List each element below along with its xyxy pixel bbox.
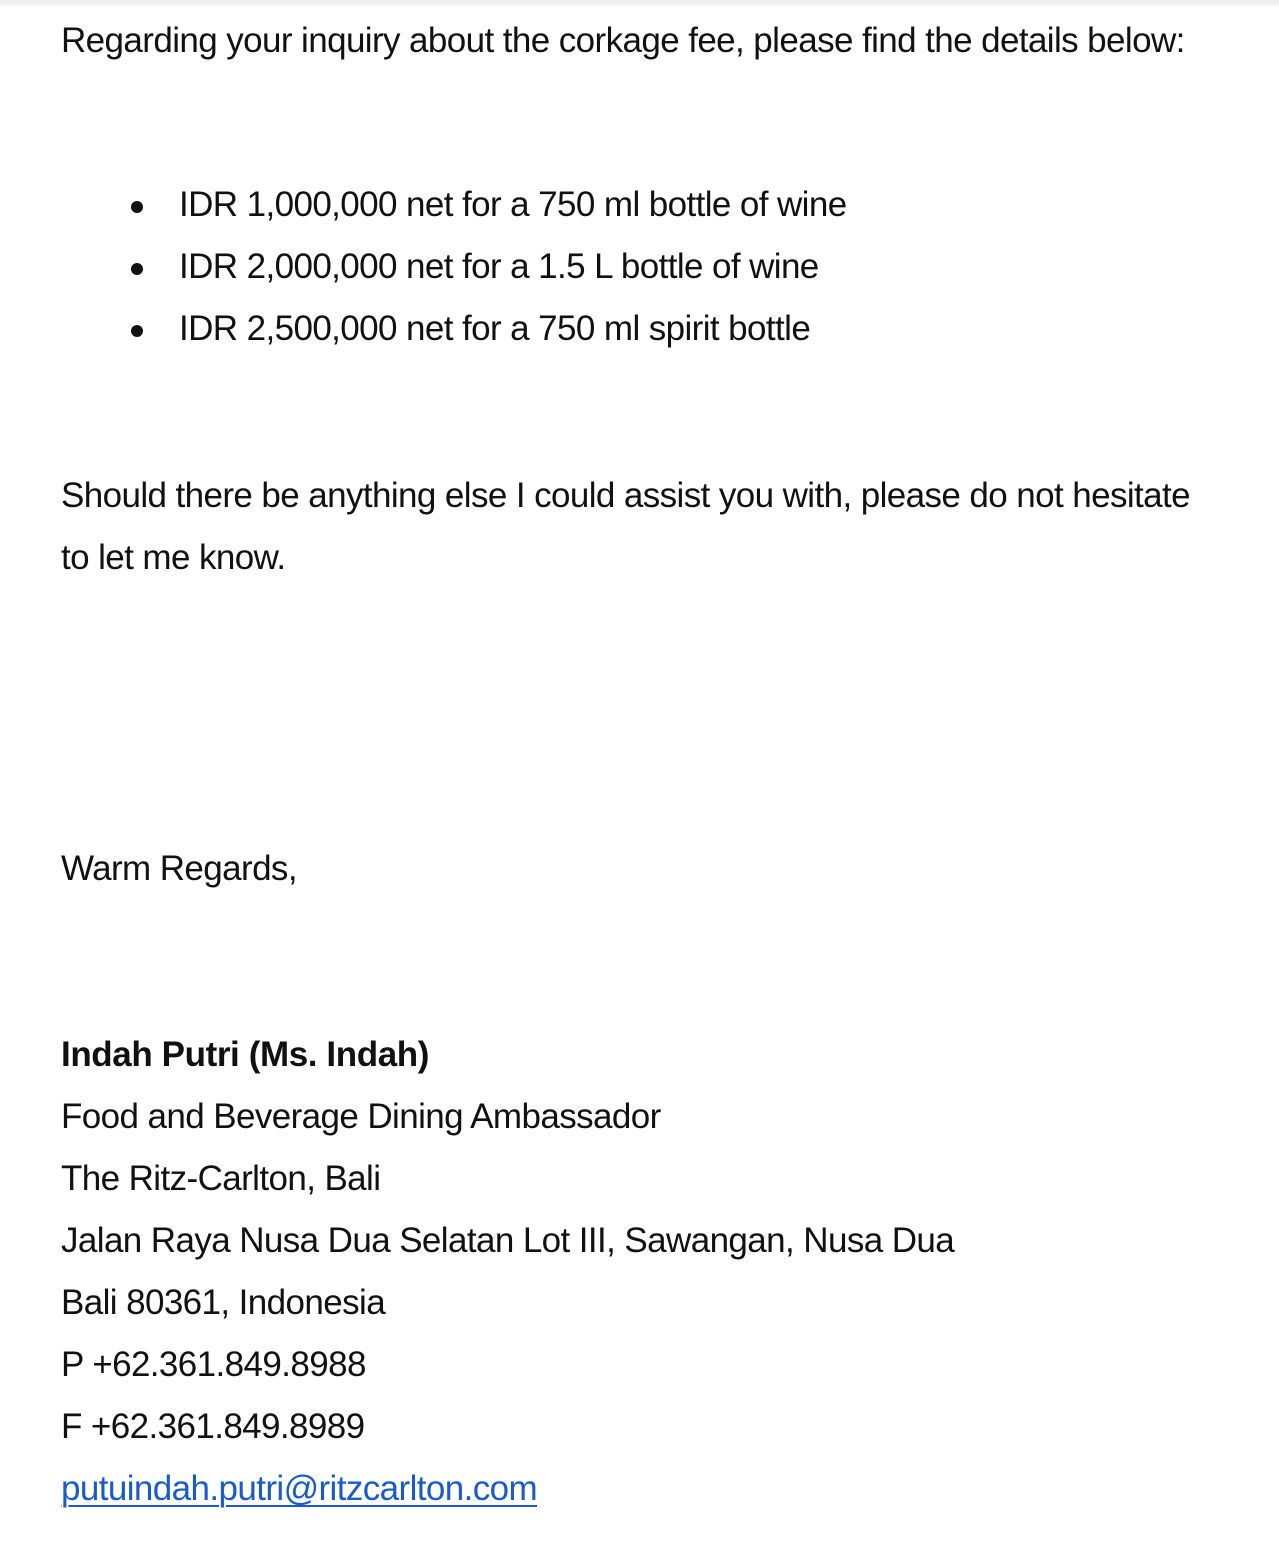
fee-item-spirit-750ml	[129, 298, 847, 360]
bullet-icon	[131, 325, 143, 337]
email-signature	[61, 1024, 954, 1520]
fee-text: IDR 2,000,000 net for a 1.5 L bottle of wine	[179, 247, 819, 286]
fee-text: IDR 1,000,000 net for a 750 ml bottle of wine	[179, 185, 847, 224]
signature-title: Food and Beverage Dining Ambassador	[61, 1097, 661, 1136]
intro-paragraph: Regarding your inquiry about the corkage fee, please find the details below:	[61, 21, 1185, 60]
signature-email-link[interactable]: putuindah.putri@ritzcarlton.com	[61, 1469, 538, 1508]
signature-phone: P +62.361.849.8988	[61, 1345, 366, 1384]
bullet-icon	[131, 263, 143, 275]
signature-hotel: The Ritz-Carlton, Bali	[61, 1159, 381, 1198]
top-edge-shadow	[0, 0, 1279, 8]
fee-item-wine-750ml	[129, 174, 847, 236]
corkage-fee-list	[129, 174, 847, 360]
signature-name: Indah Putri (Ms. Indah)	[61, 1035, 430, 1074]
signature-address-line1: Jalan Raya Nusa Dua Selatan Lot III, Sawangan, Nusa Dua	[61, 1221, 955, 1260]
signature-fax: F +62.361.849.8989	[61, 1407, 365, 1446]
fee-text: IDR 2,500,000 net for a 750 ml spirit bottle	[179, 309, 811, 348]
fee-item-wine-1-5l	[129, 236, 847, 298]
bullet-icon	[131, 201, 143, 213]
signature-address-line2: Bali 80361, Indonesia	[61, 1283, 386, 1322]
assist-paragraph: Should there be anything else I could assist you with, please do not hesitate to let me know.	[61, 476, 1191, 577]
closing-line: Warm Regards,	[61, 849, 297, 888]
